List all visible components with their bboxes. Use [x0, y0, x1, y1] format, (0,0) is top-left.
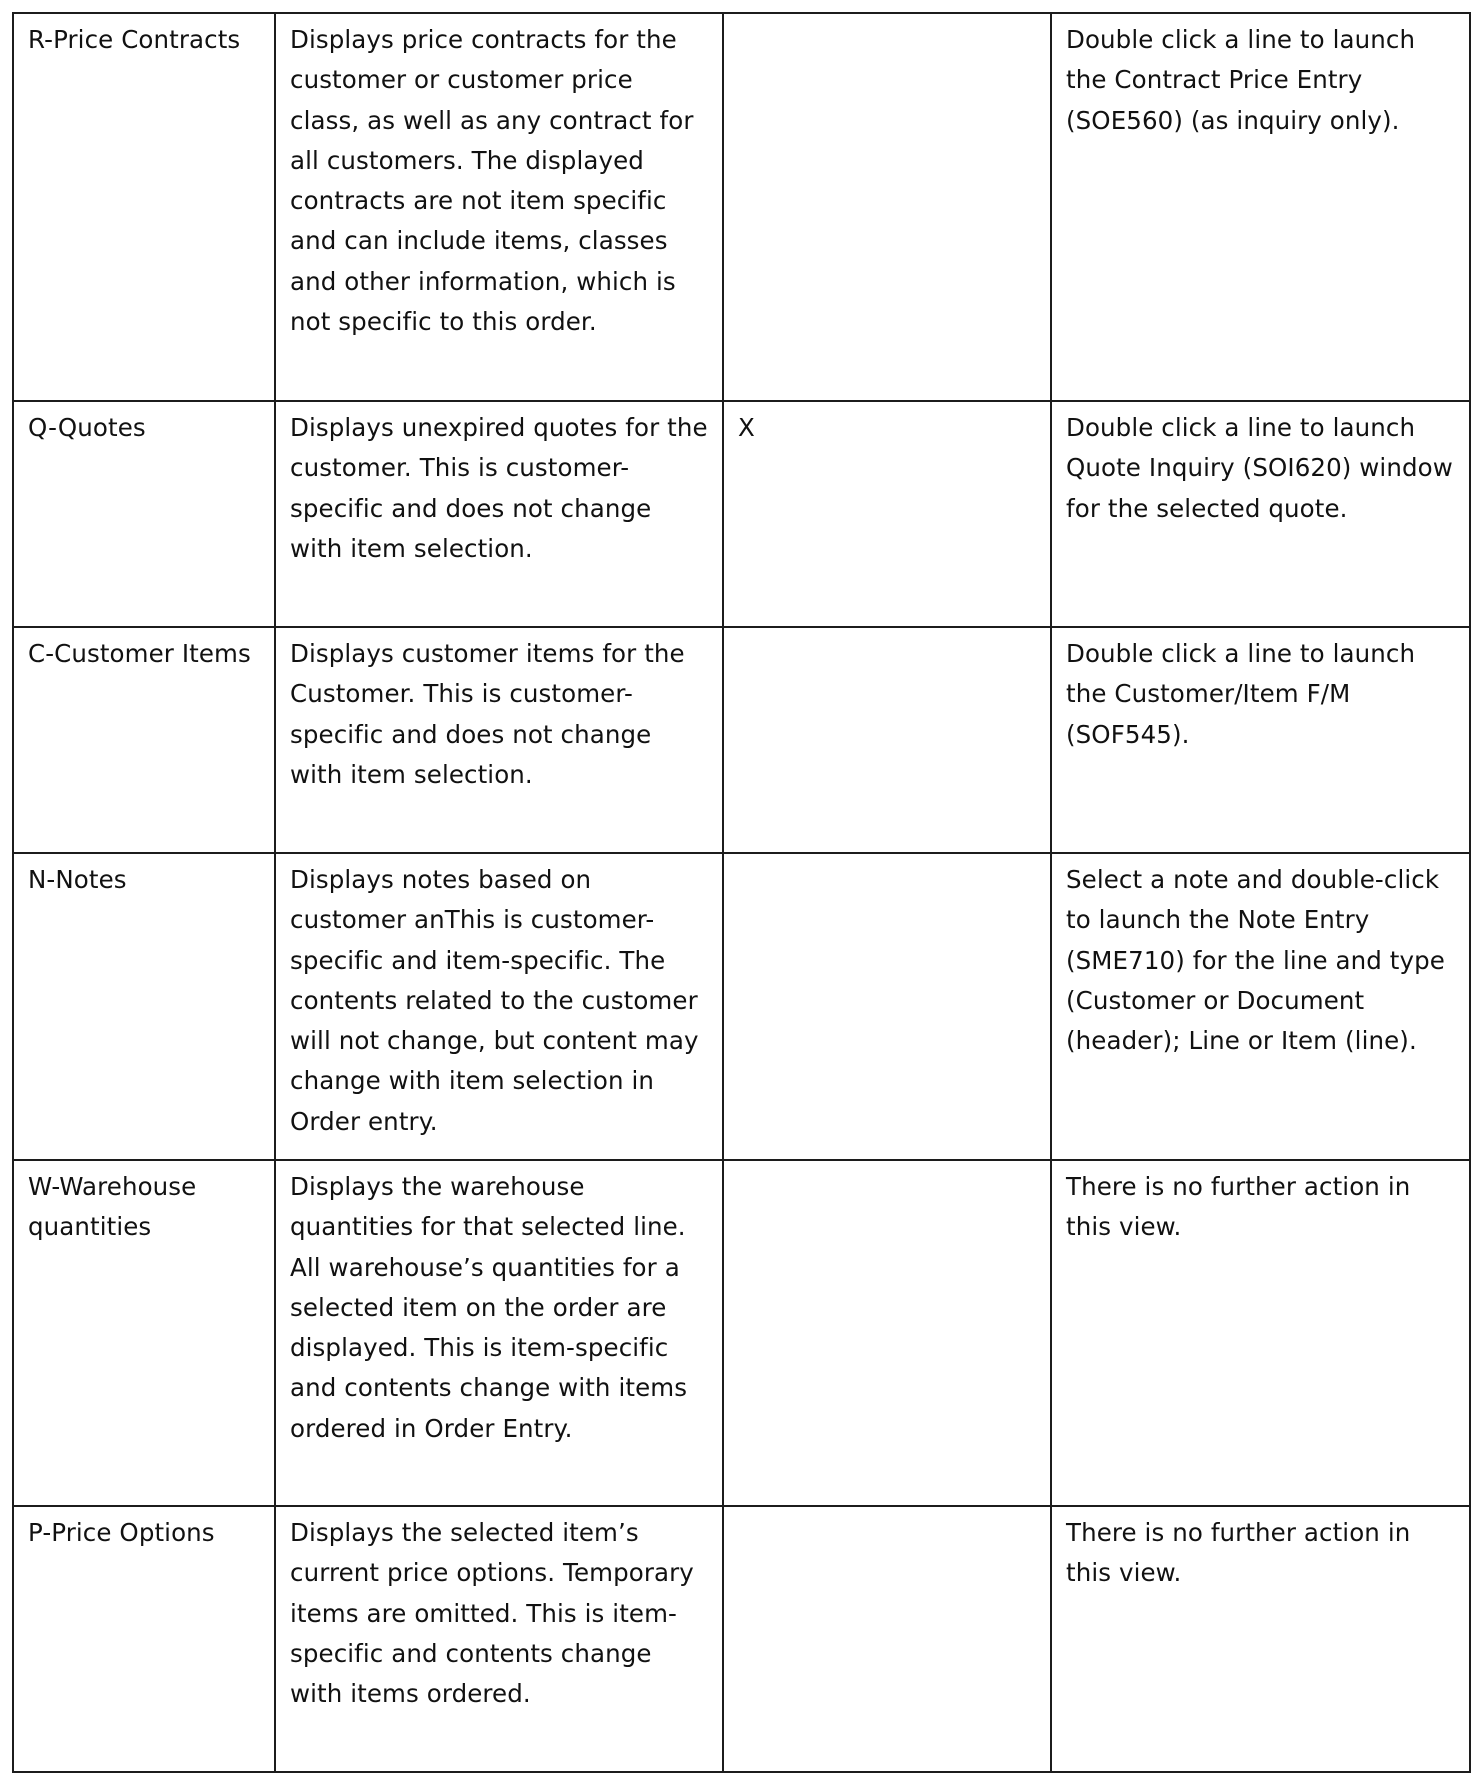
- view-name-cell: N-Notes: [13, 853, 275, 1160]
- mark-cell: [723, 1506, 1051, 1772]
- table-row: [13, 401, 1470, 627]
- action-cell: Double click a line to launch the Customer/Item F/M (SOF545).: [1051, 627, 1470, 853]
- table-row: [13, 627, 1470, 853]
- view-name-cell: W-Warehouse quantities: [13, 1160, 275, 1506]
- view-name-cell: R-Price Contracts: [13, 13, 275, 401]
- mark-cell: X: [723, 401, 1051, 627]
- description-cell: Displays notes based on customer anThis is customer-specific and item-specific. The contents related to the customer will not change, but content may change with item selection in Order entry.: [275, 853, 723, 1160]
- mark-cell: [723, 13, 1051, 401]
- description-cell: Displays price contracts for the customer or customer price class, as well as any contract for all customers. The displayed contracts are not item specific and can include items, classes and other information, which is not specific to this order.: [275, 13, 723, 401]
- action-cell: Double click a line to launch Quote Inquiry (SOI620) window for the selected quote.: [1051, 401, 1470, 627]
- view-options-table: [12, 12, 1471, 1773]
- table-row: [13, 13, 1470, 401]
- table-row: [13, 853, 1470, 1160]
- mark-cell: [723, 627, 1051, 853]
- view-name-cell: C-Customer Items: [13, 627, 275, 853]
- description-cell: Displays unexpired quotes for the customer. This is customer-specific and does not change with item selection.: [275, 401, 723, 627]
- mark-cell: [723, 853, 1051, 1160]
- table-row: [13, 1160, 1470, 1506]
- view-name-cell: Q-Quotes: [13, 401, 275, 627]
- description-cell: Displays the selected item’s current price options. Temporary items are omitted. This is item-specific and contents change with items ordered.: [275, 1506, 723, 1772]
- action-cell: There is no further action in this view.: [1051, 1160, 1470, 1506]
- mark-cell: [723, 1160, 1051, 1506]
- view-name-cell: P-Price Options: [13, 1506, 275, 1772]
- action-cell: Double click a line to launch the Contract Price Entry (SOE560) (as inquiry only).: [1051, 13, 1470, 401]
- table-row: [13, 1506, 1470, 1772]
- description-cell: Displays customer items for the Customer. This is customer-specific and does not change with item selection.: [275, 627, 723, 853]
- action-cell: There is no further action in this view.: [1051, 1506, 1470, 1772]
- action-cell: Select a note and double-click to launch the Note Entry (SME710) for the line and type (Customer or Document (header); Line or Item (line).: [1051, 853, 1470, 1160]
- description-cell: Displays the warehouse quantities for that selected line. All warehouse’s quantities for a selected item on the order are displayed. This is item-specific and contents change with items ordered in Order Entry.: [275, 1160, 723, 1506]
